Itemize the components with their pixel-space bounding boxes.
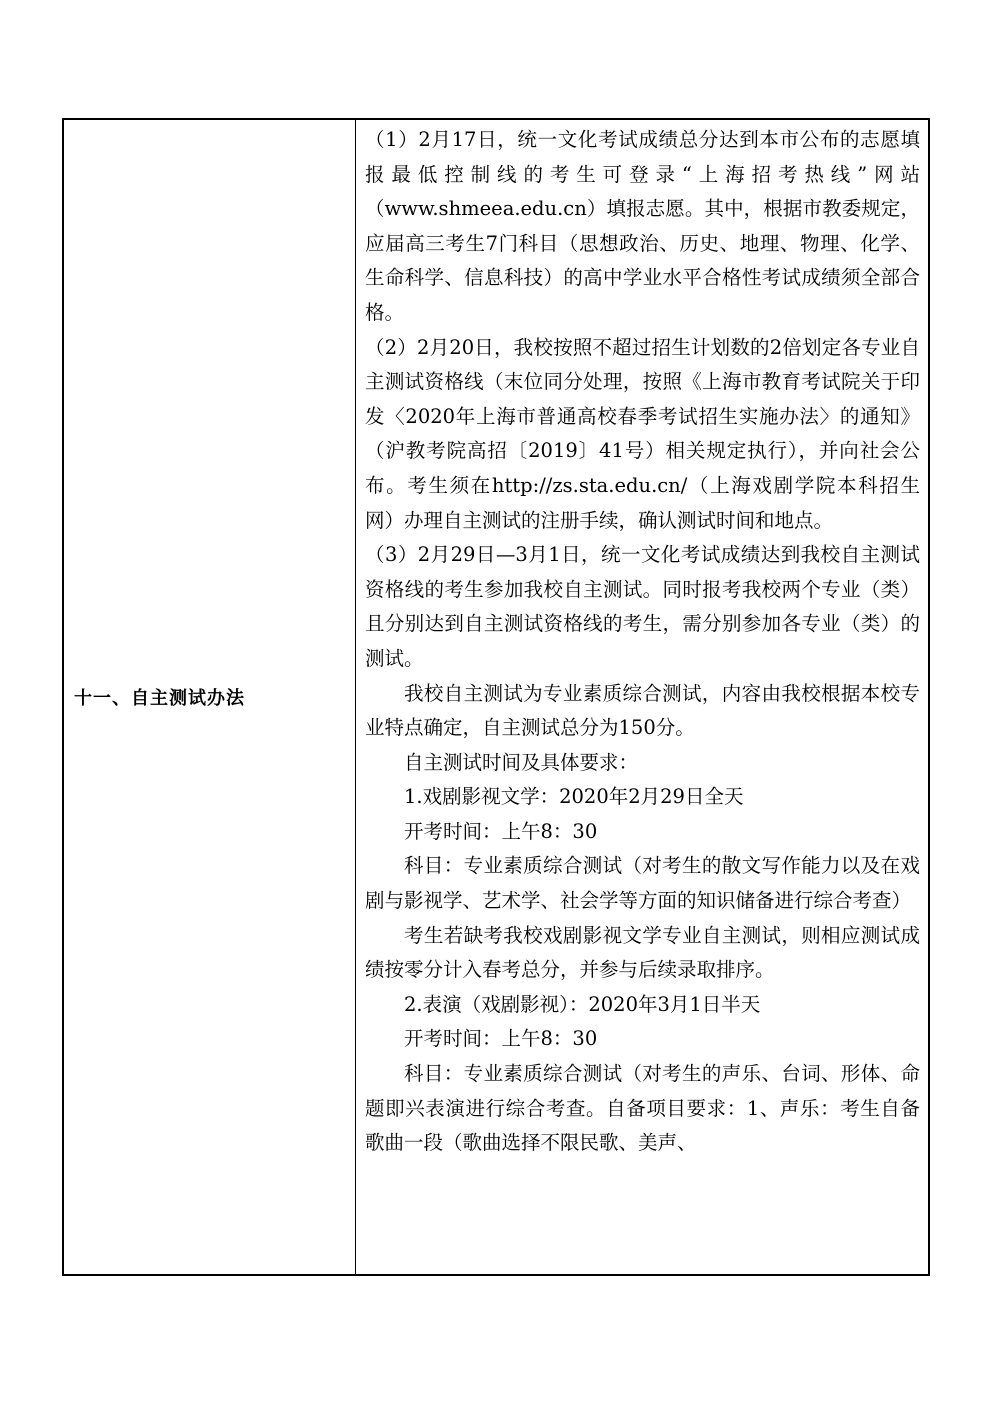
paragraph-major-1-date: 1.戏剧影视文学：2020年2月29日全天	[404, 785, 744, 809]
paragraph-major-2-subject: 科目：专业素质综合测试（对考生的声乐、台词、形体、命题即兴表演进行综合考查。自备项目要求：1、声乐：考生自备歌曲一段（歌曲选择不限民歌、美声、	[365, 1062, 920, 1155]
paragraph-major-1-subject: 科目：专业素质综合测试（对考生的散文写作能力以及在戏剧与影视学、艺术学、社会学等方面的知识储备进行综合考查）	[365, 854, 920, 913]
paragraph-major-2-start-time: 开考时间：上午8：30	[404, 1027, 598, 1051]
paragraph-schedule-heading: 自主测试时间及具体要求：	[404, 750, 639, 774]
paragraph-test-overview: 我校自主测试为专业素质综合测试，内容由我校根据本校专业特点确定，自主测试总分为150分。	[365, 681, 920, 740]
paragraph-step-2: （2）2月20日，我校按照不超过招生计划数的2倍划定各专业自主测试资格线（末位同分处理，按照《上海市教育考试院关于印发〈2020年上海市普通高校春季考试招生实施办法〉的通知》（沪教考院高招〔2019〕41号）相关规定执行），并向社会公布。考生须在http://zs.sta.edu.cn/（上海戏剧学院本科招生网）办理自主测试的注册手续，确认测试时间和地点。	[365, 335, 920, 532]
paragraph-major-2-date: 2.表演（戏剧影视）：2020年3月1日半天	[404, 992, 761, 1016]
paragraph-major-1-absence-note: 考生若缺考我校戏剧影视文学专业自主测试，则相应测试成绩按零分计入春考总分，并参与后续录取排序。	[365, 923, 920, 982]
row-content-cell	[356, 120, 928, 1274]
row-label-cell	[64, 120, 356, 1274]
paragraph-step-1: （1）2月17日，统一文化考试成绩总分达到本市公布的志愿填报最低控制线的考生可登录“上海招考热线”网站（www.shmeea.edu.cn）填报志愿。其中，根据市教委规定，应届高三考生7门科目（思想政治、历史、地理、物理、化学、生命科学、信息科技）的高中学业水平合格性考试成绩须全部合格。	[365, 128, 920, 324]
row-label: 十一、自主测试办法	[74, 688, 245, 709]
policy-table	[62, 118, 930, 1276]
paragraph-step-3: （3）2月29日—3月1日，统一文化考试成绩达到我校自主测试资格线的考生参加我校自主测试。同时报考我校两个专业（类）且分别达到自主测试资格线的考生，需分别参加各专业（类）的测试。	[365, 543, 920, 670]
paragraph-major-1-start-time: 开考时间：上午8：30	[404, 819, 598, 843]
